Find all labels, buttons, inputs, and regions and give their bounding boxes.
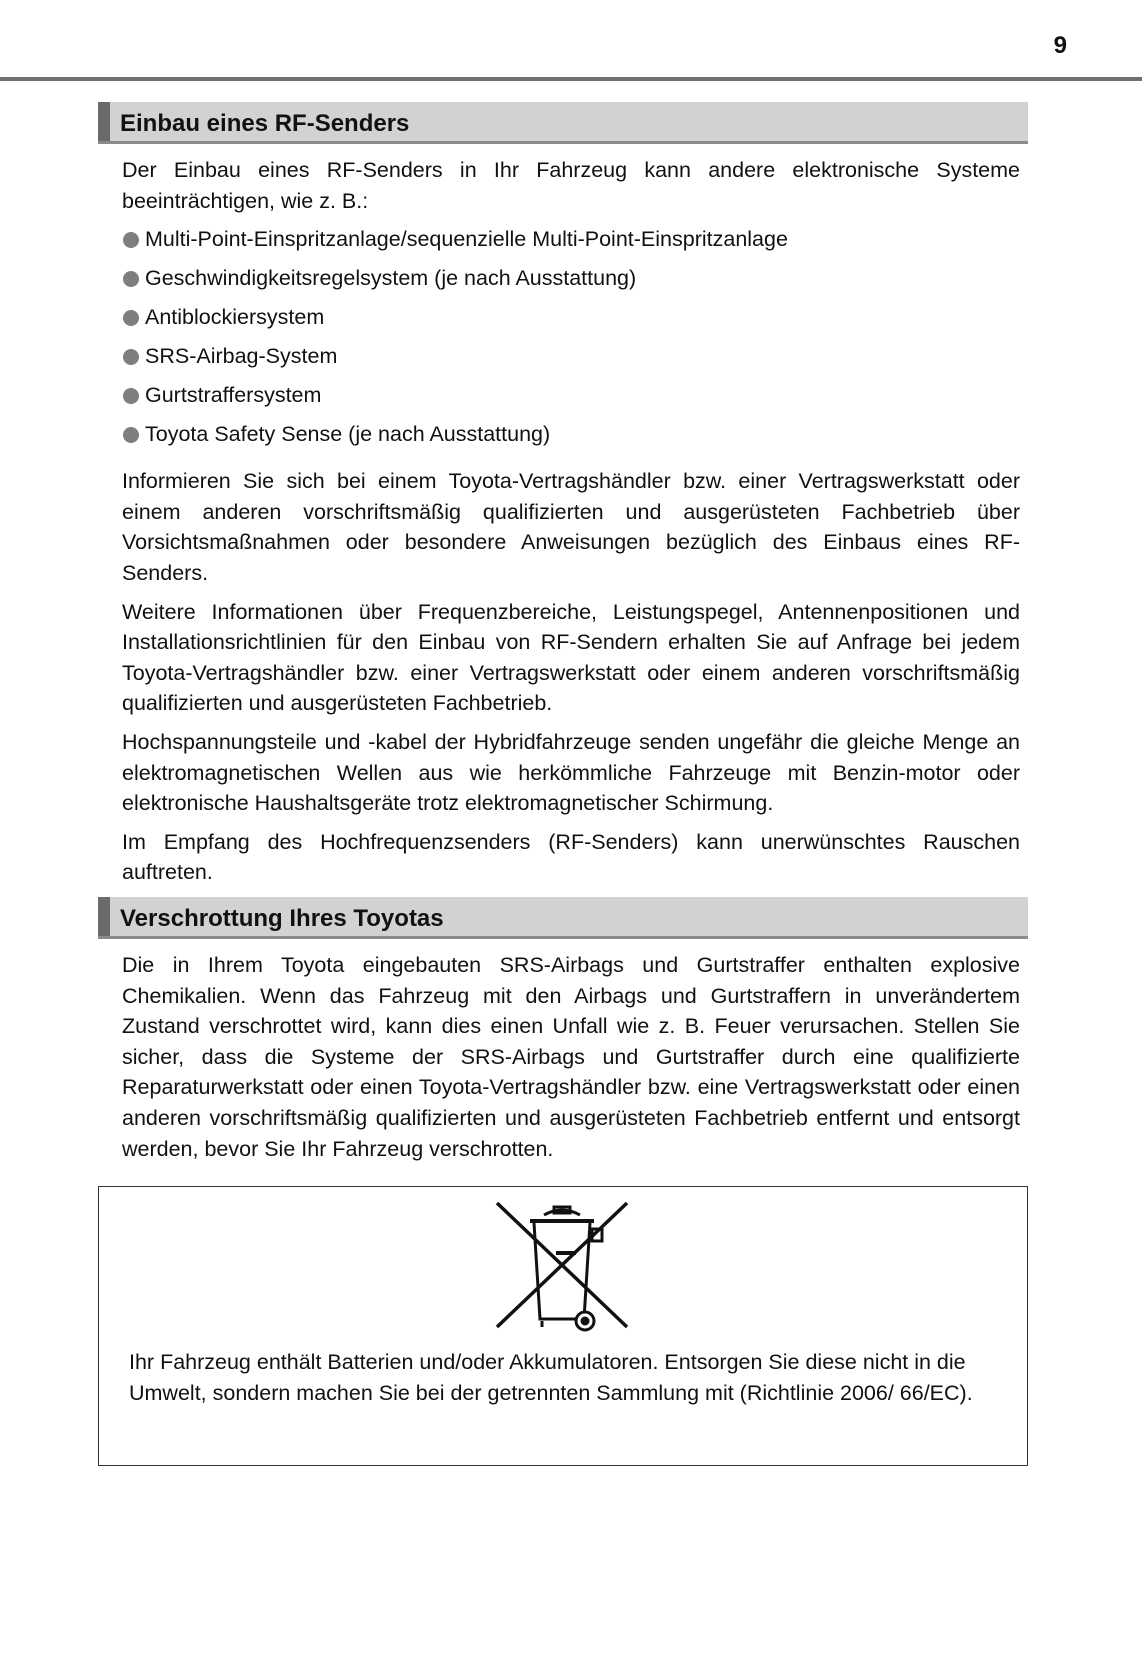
bullet-icon [123, 310, 139, 326]
bullet-icon [123, 427, 139, 443]
list-item: Geschwindigkeitsregelsystem (je nach Ausstattung) [122, 263, 1020, 302]
paragraph: Informieren Sie sich bei einem Toyota-Vertragshändler bzw. einer Vertragswerkstatt oder einem anderen vorschriftsmäßig qualifizierten und ausgerüsteten Fachbetrieb über Vorsichtsmaßnahmen oder besondere Anweisungen bezüglich des Einbaus eines RF-Senders. [122, 469, 1020, 585]
list-item: Gurtstraffersystem [122, 380, 1020, 419]
heading-accent-bar [98, 897, 110, 936]
section-body-scrapping [122, 950, 1020, 1172]
list-item: Toyota Safety Sense (je nach Ausstattung) [122, 419, 1020, 458]
paragraph: Weitere Informationen über Frequenzbereiche, Leistungspegel, Antennenpositionen und Installationsrichtlinien für den Einbau von RF-Sendern erhalten Sie auf Anfrage bei jedem Toyota-Vertragshändler bzw. einer Vertragswerkstatt oder einem anderen vorschriftsmäßig qualifizierten und ausgerüsteten Fachbetrieb. [122, 599, 1020, 716]
section-title: Einbau eines RF-Senders [120, 110, 410, 137]
page-number: 9 [1053, 32, 1067, 59]
list-item: Multi-Point-Einspritzanlage/sequenzielle Multi-Point-Einspritzanlage [122, 224, 1020, 263]
heading-accent-bar [98, 102, 110, 141]
section-heading-scrapping [98, 897, 1028, 939]
bullet-icon [123, 349, 139, 365]
list-item: Antiblockiersystem [122, 302, 1020, 341]
bullet-icon [123, 232, 139, 248]
battery-disposal-notice [98, 1186, 1028, 1466]
paragraph: Die in Ihrem Toyota eingebauten SRS-Airbags und Gurtstraffer enthalten explosive Chemikalien. Wenn das Fahrzeug mit den Airbags und Gurtstraffern in unverändertem Zustand verschrottet wird, kann dies einen Unfall wie z. B. Feuer verursachen. Stellen Sie sicher, dass die Systeme der SRS-Airbags und Gurtstraffer durch eine qualifizierte Reparaturwerkstatt oder einen Toyota-Vertragshändler bzw. eine Vertragswerkstatt oder einen anderen vorschriftsmäßig qualifizierten und ausgerüsteten Fachbetrieb entfernt und entsorgt werden, bevor Sie Ihr Fahrzeug verschrotten. [122, 953, 1020, 1161]
list-item: SRS-Airbag-System [122, 341, 1020, 380]
header-rule [0, 77, 1142, 81]
notice-text: Ihr Fahrzeug enthält Batterien und/oder Akkumulatoren. Entsorgen Sie diese nicht in die Umwelt, sondern machen Sie bei der getrennten Sammlung mit (Richtlinie 2006/ 66/EC). [129, 1350, 973, 1405]
paragraph: Hochspannungsteile und -kabel der Hybridfahrzeuge senden ungefähr die gleiche Menge an elektromagnetischen Wellen aus wie herkömmliche Fahrzeuge mit Benzin-motor oder elektronische Haushaltsgeräte trotz elektromagnetischer Schirmung. [122, 729, 1020, 816]
section-body-rf-transmitter [122, 155, 1020, 896]
section-heading-rf-transmitter [98, 102, 1028, 144]
bullet-icon [123, 388, 139, 404]
affected-systems-list [122, 224, 1020, 458]
intro-paragraph: Der Einbau eines RF-Senders in Ihr Fahrzeug kann andere elektronische Systeme beeinträchtigen, wie z. B.: [122, 158, 1020, 213]
crossed-out-wheelie-bin-icon [492, 1195, 632, 1335]
paragraph: Im Empfang des Hochfrequenzsenders (RF-Senders) kann unerwünschtes Rauschen auftreten. [122, 829, 1020, 885]
bullet-icon [123, 271, 139, 287]
section-title: Verschrottung Ihres Toyotas [120, 905, 444, 932]
